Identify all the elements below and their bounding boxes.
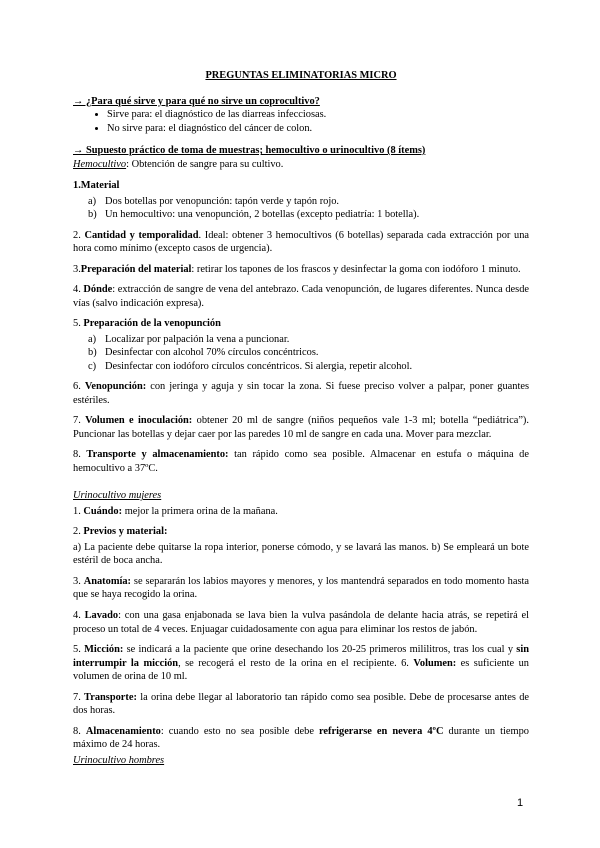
- list-item: a. a) Localizar por palpación la vena a puncionar.: [105, 333, 529, 347]
- paragraph-anatomia: 3. Anatomía: se separarán los labios mayores y menores, y los mantendrá separados en todo momento hasta que se haya recogido la orina.: [73, 575, 529, 601]
- question-heading-coprocultivo: → ¿Para qué sirve y para qué no sirve un coprocultivo?: [73, 95, 320, 107]
- list-item: • Sirve para: el diagnóstico de las diarreas infecciosas.: [107, 108, 529, 122]
- paragraph-volumen: 7. Volumen e inoculación: obtener 20 ml de sangre (niños pequeños vale 1-3 ml; botella “pediátrica”). Puncionar las botellas y dejar caer por las paredes 10 ml de sangre en cada una. Mover para mezclar.: [73, 415, 529, 440]
- paragraph-venopuncion: 6. Venopunción: con jeringa y aguja y sin tocar la zona. Si fuese preciso volver a palpar, poner guantes estériles.: [73, 381, 530, 406]
- material-list: [73, 195, 529, 222]
- paragraph-preparacion-material: 3.Preparación del material: retirar los tapones de los frascos y desinfectar la goma con iodóforo 1 minuto.: [73, 263, 521, 275]
- urinocultivo-mujeres-heading: Urinocultivo mujeres: [73, 490, 162, 502]
- paragraph-cuando: 1. Cuándo: mejor la primera orina de la mañana.: [73, 505, 278, 517]
- hemocultivo-definition: Hemocultivo: Obtención de sangre para su cultivo.: [73, 158, 284, 170]
- paragraph-venopuncion-heading: 5. Preparación de la venopunción: [73, 318, 221, 330]
- hemocultivo-label: Hemocultivo: [73, 158, 127, 170]
- paragraph-donde: 4. Dónde: extracción de sangre de vena del antebrazo. Cada venopunción, de lugares diferentes. Nunca desde vías (salvo indicación expresa).: [73, 284, 530, 309]
- page-title: PREGUNTAS ELIMINATORIAS MICRO: [205, 70, 397, 81]
- page-number: 1: [517, 797, 524, 809]
- paragraph-transporte-orina: 7. Transporte: la orina debe llegar al laboratorio tan rápido como sea posible. Debe de procesarse antes de dos horas.: [73, 691, 530, 717]
- question-heading-supuesto: → Supuesto práctico de toma de muestras; hemocultivo o urinocultivo (8 ítems): [73, 145, 426, 157]
- urinocultivo-hombres-heading: Urinocultivo hombres: [73, 754, 165, 766]
- paragraph-almacenamiento: 8. Almacenamiento: cuando esto no sea posible debe refrigerarse en nevera 4ºC durante un tiempo máximo de 24 horas.: [73, 725, 529, 751]
- list-item: b. b) Desinfectar con alcohol 70% círculos concéntricos.: [105, 346, 529, 360]
- paragraph-lavado: 4. Lavado: con una gasa enjabonada se lava bien la vulva pasándola de delante hacia atrás, se repetirá el proceso un total de 4 veces. Enjuagar cuidadosamente con agua para eliminar los restos de jabón.: [73, 609, 530, 635]
- paragraph-cantidad: 2. Cantidad y temporalidad. Ideal: obtener 3 hemocultivos (6 botellas) separada cada extracción por una hora como mínimo (excepto casos de urgencia).: [73, 229, 529, 255]
- paragraph-previos-heading: 2. Previos y material:: [73, 526, 168, 538]
- list-item: • No sirve para: el diagnóstico del cáncer de colon.: [107, 122, 529, 136]
- material-heading: 1.Material: [73, 180, 120, 192]
- paragraph-previos: a) La paciente debe quitarse la ropa interior, ponerse cómodo, y se lavará las manos. b) Se empleará un bote estéril de boca ancha.: [73, 541, 529, 567]
- page-content: [73, 69, 529, 769]
- list-item: b. b) Un hemocultivo: una venopunción, 2 botellas (excepto pediatría: 1 botella).: [105, 208, 529, 222]
- coprocultivo-list: [73, 108, 529, 135]
- list-item: c. c) Desinfectar con iodóforo círculos concéntricos. Si alergia, repetir alcohol.: [105, 360, 529, 374]
- venopuncion-list: [73, 333, 529, 374]
- paragraph-miccion: 5. Micción: se indicará a la paciente que orine desechando los 20-25 primeros mililitros, tras los cual y sin interrumpir la micción, se recogerá el resto de la orina en el recipiente. 6. Volumen: es suficiente un volumen de orina de 10 ml.: [73, 644, 530, 683]
- paragraph-transporte: 8. Transporte y almacenamiento: tan rápido como sea posible. Almacenar en estufa o máquina de hemocultivo a 37ºC.: [73, 449, 529, 474]
- list-item: a. a) Dos botellas por venopunción: tapón verde y tapón rojo.: [105, 195, 529, 209]
